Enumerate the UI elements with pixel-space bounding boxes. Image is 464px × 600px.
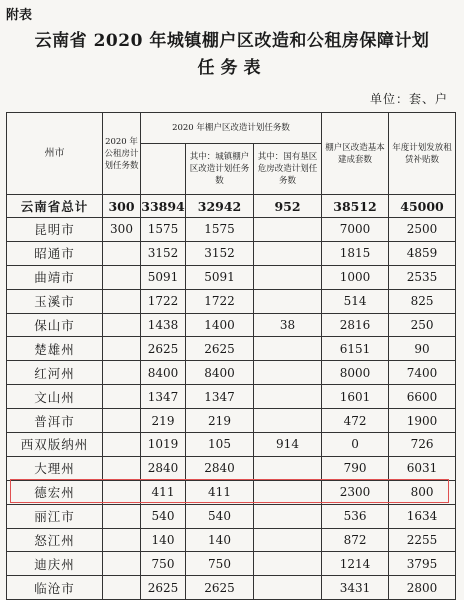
cell-urban-sub: 1722 — [186, 289, 254, 313]
cell-city: 普洱市 — [7, 409, 103, 433]
cell-urban-sub: 2840 — [186, 456, 254, 480]
cell-urban-sub: 3152 — [186, 241, 254, 265]
cell-urban-sub: 140 — [186, 528, 254, 552]
cell-completion: 472 — [322, 409, 389, 433]
cell-completion: 1601 — [322, 385, 389, 409]
cell-renovation-total: 33894 — [141, 195, 186, 218]
cell-city: 怒江州 — [7, 528, 103, 552]
cell-urban-sub: 1400 — [186, 313, 254, 337]
cell-public-rental: 300 — [103, 195, 141, 218]
cell-public-rental — [103, 504, 141, 528]
cell-completion: 3431 — [322, 576, 389, 600]
header-renovation-group: 2020 年棚户区改造计划任务数 — [141, 113, 322, 144]
cell-subsidy: 825 — [389, 289, 456, 313]
cell-state-sub — [254, 552, 322, 576]
table-row — [7, 409, 456, 433]
table-row — [7, 218, 456, 242]
cell-city: 云南省总计 — [7, 195, 103, 218]
table-row — [7, 480, 456, 504]
cell-urban-sub: 750 — [186, 552, 254, 576]
cell-subsidy: 90 — [389, 337, 456, 361]
cell-renovation-total: 1019 — [141, 433, 186, 457]
cell-completion: 790 — [322, 456, 389, 480]
cell-subsidy: 1900 — [389, 409, 456, 433]
cell-city: 丽江市 — [7, 504, 103, 528]
cell-completion: 2300 — [322, 480, 389, 504]
cell-renovation-total: 411 — [141, 480, 186, 504]
cell-renovation-total: 140 — [141, 528, 186, 552]
cell-completion: 1214 — [322, 552, 389, 576]
cell-renovation-total: 3152 — [141, 241, 186, 265]
cell-public-rental — [103, 385, 141, 409]
cell-city: 昆明市 — [7, 218, 103, 242]
cell-subsidy: 2500 — [389, 218, 456, 242]
cell-city: 昭通市 — [7, 241, 103, 265]
table-row — [7, 385, 456, 409]
cell-city: 临沧市 — [7, 576, 103, 600]
cell-public-rental — [103, 552, 141, 576]
header-completion: 棚户区改造基本建成套数 — [322, 113, 389, 195]
cell-renovation-total: 2625 — [141, 337, 186, 361]
cell-state-sub — [254, 480, 322, 504]
table-row — [7, 528, 456, 552]
cell-subsidy: 250 — [389, 313, 456, 337]
cell-public-rental — [103, 313, 141, 337]
cell-state-sub — [254, 528, 322, 552]
document-subtitle: 任务表 — [197, 58, 267, 78]
cell-city: 曲靖市 — [7, 265, 103, 289]
cell-renovation-total: 750 — [141, 552, 186, 576]
cell-public-rental — [103, 456, 141, 480]
table-row — [7, 433, 456, 457]
cell-renovation-total: 2840 — [141, 456, 186, 480]
header-renovation-total-blank — [141, 144, 186, 195]
cell-state-sub — [254, 241, 322, 265]
cell-completion: 7000 — [322, 218, 389, 242]
cell-subsidy: 4859 — [389, 241, 456, 265]
cell-subsidy: 6600 — [389, 385, 456, 409]
cell-renovation-total: 1575 — [141, 218, 186, 242]
table-row — [7, 576, 456, 600]
cell-city: 德宏州 — [7, 480, 103, 504]
cell-subsidy: 800 — [389, 480, 456, 504]
table-row — [7, 241, 456, 265]
cell-subsidy: 726 — [389, 433, 456, 457]
cell-urban-sub: 1347 — [186, 385, 254, 409]
cell-public-rental — [103, 433, 141, 457]
cell-completion: 0 — [322, 433, 389, 457]
unit-label: 单位：套、户 — [369, 92, 448, 106]
cell-renovation-total: 5091 — [141, 265, 186, 289]
cell-subsidy: 6031 — [389, 456, 456, 480]
header-subsidy: 年度计划发放租赁补贴数 — [389, 113, 456, 195]
cell-state-sub: 914 — [254, 433, 322, 457]
cell-state-sub — [254, 289, 322, 313]
cell-city: 保山市 — [7, 313, 103, 337]
cell-completion: 1000 — [322, 265, 389, 289]
cell-subsidy: 2255 — [389, 528, 456, 552]
cell-completion: 1815 — [322, 241, 389, 265]
cell-completion: 8000 — [322, 361, 389, 385]
cell-subsidy: 1634 — [389, 504, 456, 528]
header-urban-sub: 其中：城镇棚户区改造计划任务数 — [186, 144, 254, 195]
cell-subsidy: 2535 — [389, 265, 456, 289]
document-title: 云南省 2020 年城镇棚户区改造和公租房保障计划 — [34, 31, 430, 51]
cell-city: 西双版纳州 — [7, 433, 103, 457]
table-row — [7, 313, 456, 337]
cell-state-sub — [254, 218, 322, 242]
cell-public-rental — [103, 337, 141, 361]
cell-renovation-total: 1722 — [141, 289, 186, 313]
cell-public-rental — [103, 480, 141, 504]
cell-public-rental — [103, 576, 141, 600]
cell-public-rental — [103, 361, 141, 385]
cell-renovation-total: 540 — [141, 504, 186, 528]
cell-renovation-total: 1347 — [141, 385, 186, 409]
header-state-sub: 其中：国有垦区危房改造计划任务数 — [254, 144, 322, 195]
cell-urban-sub: 540 — [186, 504, 254, 528]
cell-completion: 6151 — [322, 337, 389, 361]
cell-completion: 536 — [322, 504, 389, 528]
cell-city: 楚雄州 — [7, 337, 103, 361]
table-row — [7, 361, 456, 385]
table-row — [7, 456, 456, 480]
cell-urban-sub: 105 — [186, 433, 254, 457]
table-row — [7, 504, 456, 528]
cell-city: 大理州 — [7, 456, 103, 480]
cell-subsidy: 45000 — [389, 195, 456, 218]
cell-public-rental — [103, 409, 141, 433]
cell-state-sub — [254, 409, 322, 433]
cell-completion: 2816 — [322, 313, 389, 337]
cell-completion: 38512 — [322, 195, 389, 218]
cell-subsidy: 2800 — [389, 576, 456, 600]
cell-state-sub: 952 — [254, 195, 322, 218]
header-city: 州市 — [7, 113, 103, 195]
cell-state-sub: 38 — [254, 313, 322, 337]
cell-urban-sub: 8400 — [186, 361, 254, 385]
cell-public-rental — [103, 241, 141, 265]
cell-renovation-total: 1438 — [141, 313, 186, 337]
cell-city: 迪庆州 — [7, 552, 103, 576]
cell-completion: 514 — [322, 289, 389, 313]
cell-renovation-total: 2625 — [141, 576, 186, 600]
cell-public-rental — [103, 528, 141, 552]
cell-urban-sub: 219 — [186, 409, 254, 433]
cell-urban-sub: 5091 — [186, 265, 254, 289]
table-row — [7, 289, 456, 313]
table-row — [7, 265, 456, 289]
appendix-label: 附表 — [6, 8, 33, 23]
task-table — [6, 112, 456, 600]
cell-renovation-total: 219 — [141, 409, 186, 433]
cell-state-sub — [254, 265, 322, 289]
cell-public-rental — [103, 289, 141, 313]
cell-subsidy: 3795 — [389, 552, 456, 576]
cell-subsidy: 7400 — [389, 361, 456, 385]
table-row — [7, 552, 456, 576]
cell-urban-sub: 32942 — [186, 195, 254, 218]
cell-urban-sub: 2625 — [186, 576, 254, 600]
cell-completion: 872 — [322, 528, 389, 552]
cell-state-sub — [254, 361, 322, 385]
cell-renovation-total: 8400 — [141, 361, 186, 385]
cell-state-sub — [254, 337, 322, 361]
header-public-rental: 2020 年公租房计划任务数 — [103, 113, 141, 195]
cell-public-rental — [103, 265, 141, 289]
cell-state-sub — [254, 504, 322, 528]
table-row — [7, 337, 456, 361]
cell-city: 玉溪市 — [7, 289, 103, 313]
table-row-total — [7, 195, 456, 218]
cell-city: 文山州 — [7, 385, 103, 409]
cell-urban-sub: 1575 — [186, 218, 254, 242]
cell-public-rental: 300 — [103, 218, 141, 242]
cell-state-sub — [254, 456, 322, 480]
cell-urban-sub: 411 — [186, 480, 254, 504]
cell-urban-sub: 2625 — [186, 337, 254, 361]
cell-city: 红河州 — [7, 361, 103, 385]
cell-state-sub — [254, 385, 322, 409]
cell-state-sub — [254, 576, 322, 600]
